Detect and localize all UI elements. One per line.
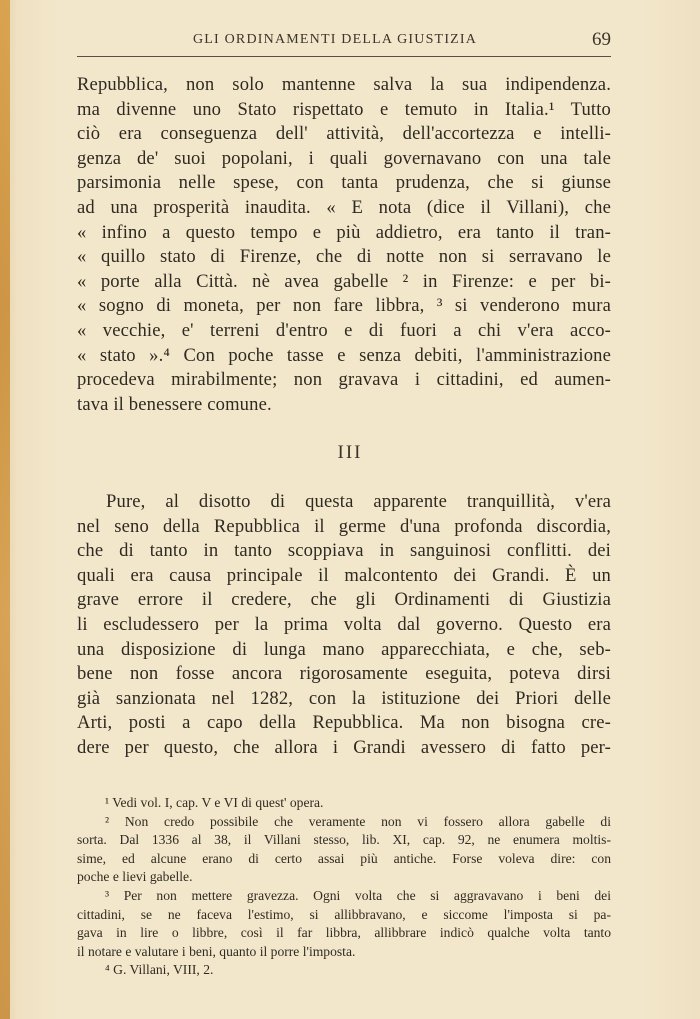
- text-line: genza de' suoi popolani, i quali governavano con una tale: [77, 147, 611, 169]
- text-line: che di tanto in tanto scoppiava in sanguinosi conflitti. dei: [77, 540, 611, 562]
- footnotes: [77, 794, 611, 980]
- text-line: tava il benessere comune.: [77, 393, 272, 415]
- text-line: « quillo stato di Firenze, che di notte non si serravano le: [77, 246, 611, 268]
- page-edge-shadow: [0, 0, 10, 1019]
- text-line: « sogno di moneta, per non fare libbra, ³ si venderono mura: [77, 295, 611, 317]
- text-line: già sanzionata nel 1282, con la istituzione dei Priori delle: [77, 687, 611, 709]
- text-line: li escludessero per la prima volta dal governo. Questo era: [77, 613, 611, 635]
- text-line: nel seno della Repubblica il germe d'una profonda discordia,: [77, 515, 611, 537]
- text-line: « infino a questo tempo e più addietro, era tanto il tran-: [77, 221, 611, 243]
- paragraph-2: [77, 490, 611, 761]
- text-line: grave errore il credere, che gli Ordinamenti di Giustizia: [77, 589, 611, 611]
- text-line: bene non fosse ancora rigorosamente eseguita, poteva dirsi: [77, 663, 611, 685]
- text-line: ciò era conseguenza dell' attività, dell'accortezza e intelli-: [77, 123, 611, 145]
- header-rule: [77, 56, 611, 57]
- text-line: ma divenne uno Stato rispettato e temuto in Italia.¹ Tutto: [77, 98, 611, 120]
- text-line: dere per questo, che allora i Grandi avessero di fatto per-: [77, 736, 611, 758]
- running-title: GLI ORDINAMENTI DELLA GIUSTIZIA: [193, 32, 478, 47]
- paragraph-1: [77, 73, 611, 417]
- running-header: [77, 29, 611, 54]
- text-line: parsimonia nelle spese, con tanta prudenza, che si giunse: [77, 172, 611, 194]
- footnote-3-line: il notare e valutare i beni, quanto il porre l'imposta.: [77, 943, 356, 959]
- text-line: Arti, posti a capo della Repubblica. Ma non bisogna cre-: [77, 712, 611, 734]
- footnote-2-line: sime, ed alcune erano di certo assai più antiche. Forse voleva dire: con: [77, 850, 611, 866]
- text-line: procedeva mirabilmente; non gravava i cittadini, ed aumen-: [77, 369, 611, 391]
- text-line: « vecchie, e' terreni d'entro e di fuori a chi v'era acco-: [77, 319, 611, 341]
- footnote-4: ⁴ G. Villani, VIII, 2.: [105, 962, 214, 978]
- footnote-2-line: poche e lievi gabelle.: [77, 869, 193, 885]
- text-line: ad una prosperità inaudita. « E nota (dice il Villani), che: [77, 196, 611, 218]
- text-line: « stato ».⁴ Con poche tasse e senza debiti, l'amministrazione: [77, 344, 611, 366]
- footnote-3-line: gava in lire o libbre, così il far libbra, allibbrare indicò qualche volta tanto: [77, 925, 611, 941]
- page-number: 69: [592, 29, 611, 50]
- footnote-3-line: cittadini, se ne faceva l'estimo, si allibbravano, e siccome l'imposta si pa-: [77, 906, 611, 922]
- footnote-2-line: ² Non credo possibile che veramente non vi fossero allora gabelle di: [105, 813, 611, 829]
- text-line: quali era causa principale il malcontento dei Grandi. È un: [77, 564, 611, 586]
- footnote-1: ¹ Vedi vol. I, cap. V e VI di quest' opera.: [105, 795, 324, 810]
- text-line: una disposizione di lunga mano apparecchiata, e che, seb-: [77, 638, 611, 660]
- text-line: Pure, al disotto di questa apparente tranquillità, v'era: [106, 491, 611, 512]
- text-line: Repubblica, non solo mantenne salva la sua indipendenza.: [77, 74, 611, 95]
- footnote-3-line: ³ Per non mettere gravezza. Ogni volta che si aggravavano i beni dei: [105, 887, 611, 903]
- text-line: « porte alla Città. nè avea gabelle ² in Firenze: e per bi-: [77, 270, 611, 292]
- section-heading: III: [337, 442, 363, 463]
- footnote-2-line: sorta. Dal 1336 al 38, il Villani stesso, lib. XI, cap. 92, ne enumera moltis-: [77, 832, 611, 848]
